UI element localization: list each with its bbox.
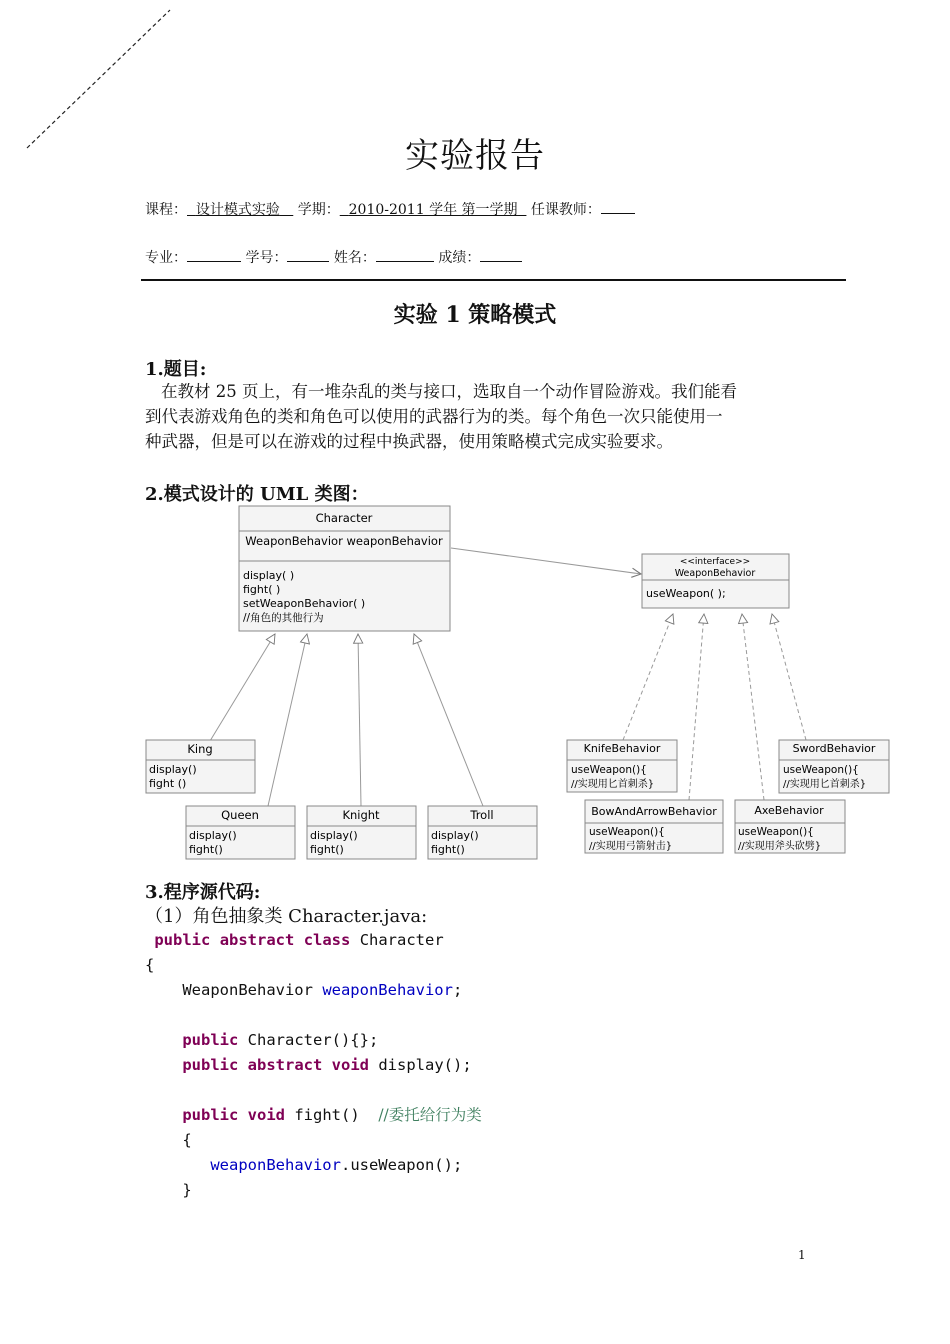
student-id-label: 学号：: [245, 250, 288, 266]
association-arrow: [451, 548, 641, 574]
code-line: public void fight() //委托给行为类: [182, 1106, 482, 1124]
code-line: public Character(){};: [182, 1031, 379, 1049]
class-method: useWeapon(){: [589, 826, 665, 838]
uml-class-knight: [307, 806, 416, 859]
uml-class-bowandarrowbehavior: [585, 800, 723, 853]
code-line: }: [145, 1181, 192, 1199]
interface-stereotype: <<interface>>: [679, 557, 751, 567]
term-value: 2010-2011 学年 第一学期: [348, 202, 518, 218]
major-label: 专业：: [145, 250, 187, 266]
code-line: public abstract class Character: [154, 931, 444, 949]
realization-arrow: [742, 614, 764, 800]
uml-class-axebehavior: [735, 800, 845, 853]
code-line: [145, 1003, 482, 1028]
interface-name: WeaponBehavior: [674, 568, 756, 579]
section1-heading: 1.题目:: [145, 359, 207, 380]
realization-arrow: [772, 614, 806, 740]
class-method: fight(): [189, 843, 223, 856]
class-name: Character: [315, 511, 373, 525]
class-method: //角色的其他行为: [243, 612, 324, 624]
class-method: display(): [431, 829, 479, 842]
inheritance-arrow: [414, 634, 483, 806]
class-method: display(): [149, 763, 197, 776]
realization-arrow: [623, 614, 673, 740]
class-method: useWeapon(){: [738, 826, 814, 838]
class-name: Knight: [342, 808, 380, 822]
score-label: 成绩：: [438, 250, 481, 266]
class-name: SwordBehavior: [792, 742, 876, 755]
uml-class-knifebehavior: [567, 740, 677, 792]
inheritance-arrow: [268, 634, 307, 806]
code-line: {: [145, 956, 155, 974]
section3-heading: 3.程序源代码:: [145, 882, 261, 903]
course-label: 课程：: [145, 202, 187, 218]
report-title: 实验报告: [405, 136, 545, 176]
paragraph-line: 在教材 25 页上，有一堆杂乱的类与接口，选取自一个动作冒险游戏。我们能看: [161, 382, 737, 401]
realization-arrow: [689, 614, 704, 800]
class-name: BowAndArrowBehavior: [591, 805, 717, 818]
section3-subheading: （1）角色抽象类 Character.java:: [145, 906, 428, 927]
class-name: Queen: [221, 808, 259, 822]
uml-interface-weaponbehavior: [642, 554, 789, 608]
class-name: AxeBehavior: [754, 804, 824, 817]
experiment-title: 实验 1 策略模式: [393, 302, 557, 328]
class-method: //实现用匕首刺杀}: [571, 779, 655, 790]
uml-class-swordbehavior: [779, 740, 889, 793]
class-field: WeaponBehavior weaponBehavior: [245, 534, 443, 548]
page-number: 1: [798, 1248, 806, 1262]
code-line: WeaponBehavior weaponBehavior;: [145, 981, 463, 999]
uml-class-troll: [428, 806, 537, 859]
class-method: //实现用匕首刺杀}: [783, 779, 867, 790]
uml-class-king: [146, 740, 255, 793]
course-value: 设计模式实验: [195, 202, 280, 218]
class-name: King: [187, 742, 213, 756]
paragraph-line: 种武器，但是可以在游戏的过程中换武器，使用策略模式完成实验要求。: [145, 432, 673, 451]
class-method: fight(): [431, 843, 465, 856]
interface-method: useWeapon( );: [646, 587, 726, 600]
code-block: [145, 928, 482, 1203]
class-method: fight(): [310, 843, 344, 856]
term-label: 学期：: [297, 202, 340, 218]
class-method: fight (): [149, 777, 187, 790]
code-line: public abstract void display();: [182, 1056, 472, 1074]
uml-class-queen: [186, 806, 295, 859]
code-line: {: [145, 1131, 192, 1149]
class-method: display( ): [243, 569, 295, 582]
class-method: //实现用弓箭射击}: [589, 841, 673, 852]
class-method: //实现用斧头砍劈}: [738, 841, 822, 852]
inheritance-arrow: [210, 634, 275, 741]
paragraph-line: 到代表游戏角色的类和角色可以使用的武器行为的类。每个角色一次只能使用一: [145, 407, 723, 426]
class-method: useWeapon(){: [783, 764, 859, 776]
class-name: Troll: [470, 808, 494, 822]
class-method: fight( ): [243, 583, 281, 596]
code-line: [145, 1078, 482, 1103]
uml-class-character: [239, 506, 450, 631]
inheritance-arrow: [358, 634, 361, 806]
name-label: 姓名：: [333, 250, 376, 266]
class-method: useWeapon(){: [571, 764, 647, 776]
code-line: weaponBehavior.useWeapon();: [210, 1156, 463, 1174]
class-method: display(): [189, 829, 237, 842]
teacher-label: 任课教师：: [530, 202, 601, 218]
section2-heading: 2.模式设计的 UML 类图：: [145, 484, 369, 505]
class-method: setWeaponBehavior( ): [243, 597, 366, 610]
class-method: display(): [310, 829, 358, 842]
class-name: KnifeBehavior: [583, 742, 661, 755]
